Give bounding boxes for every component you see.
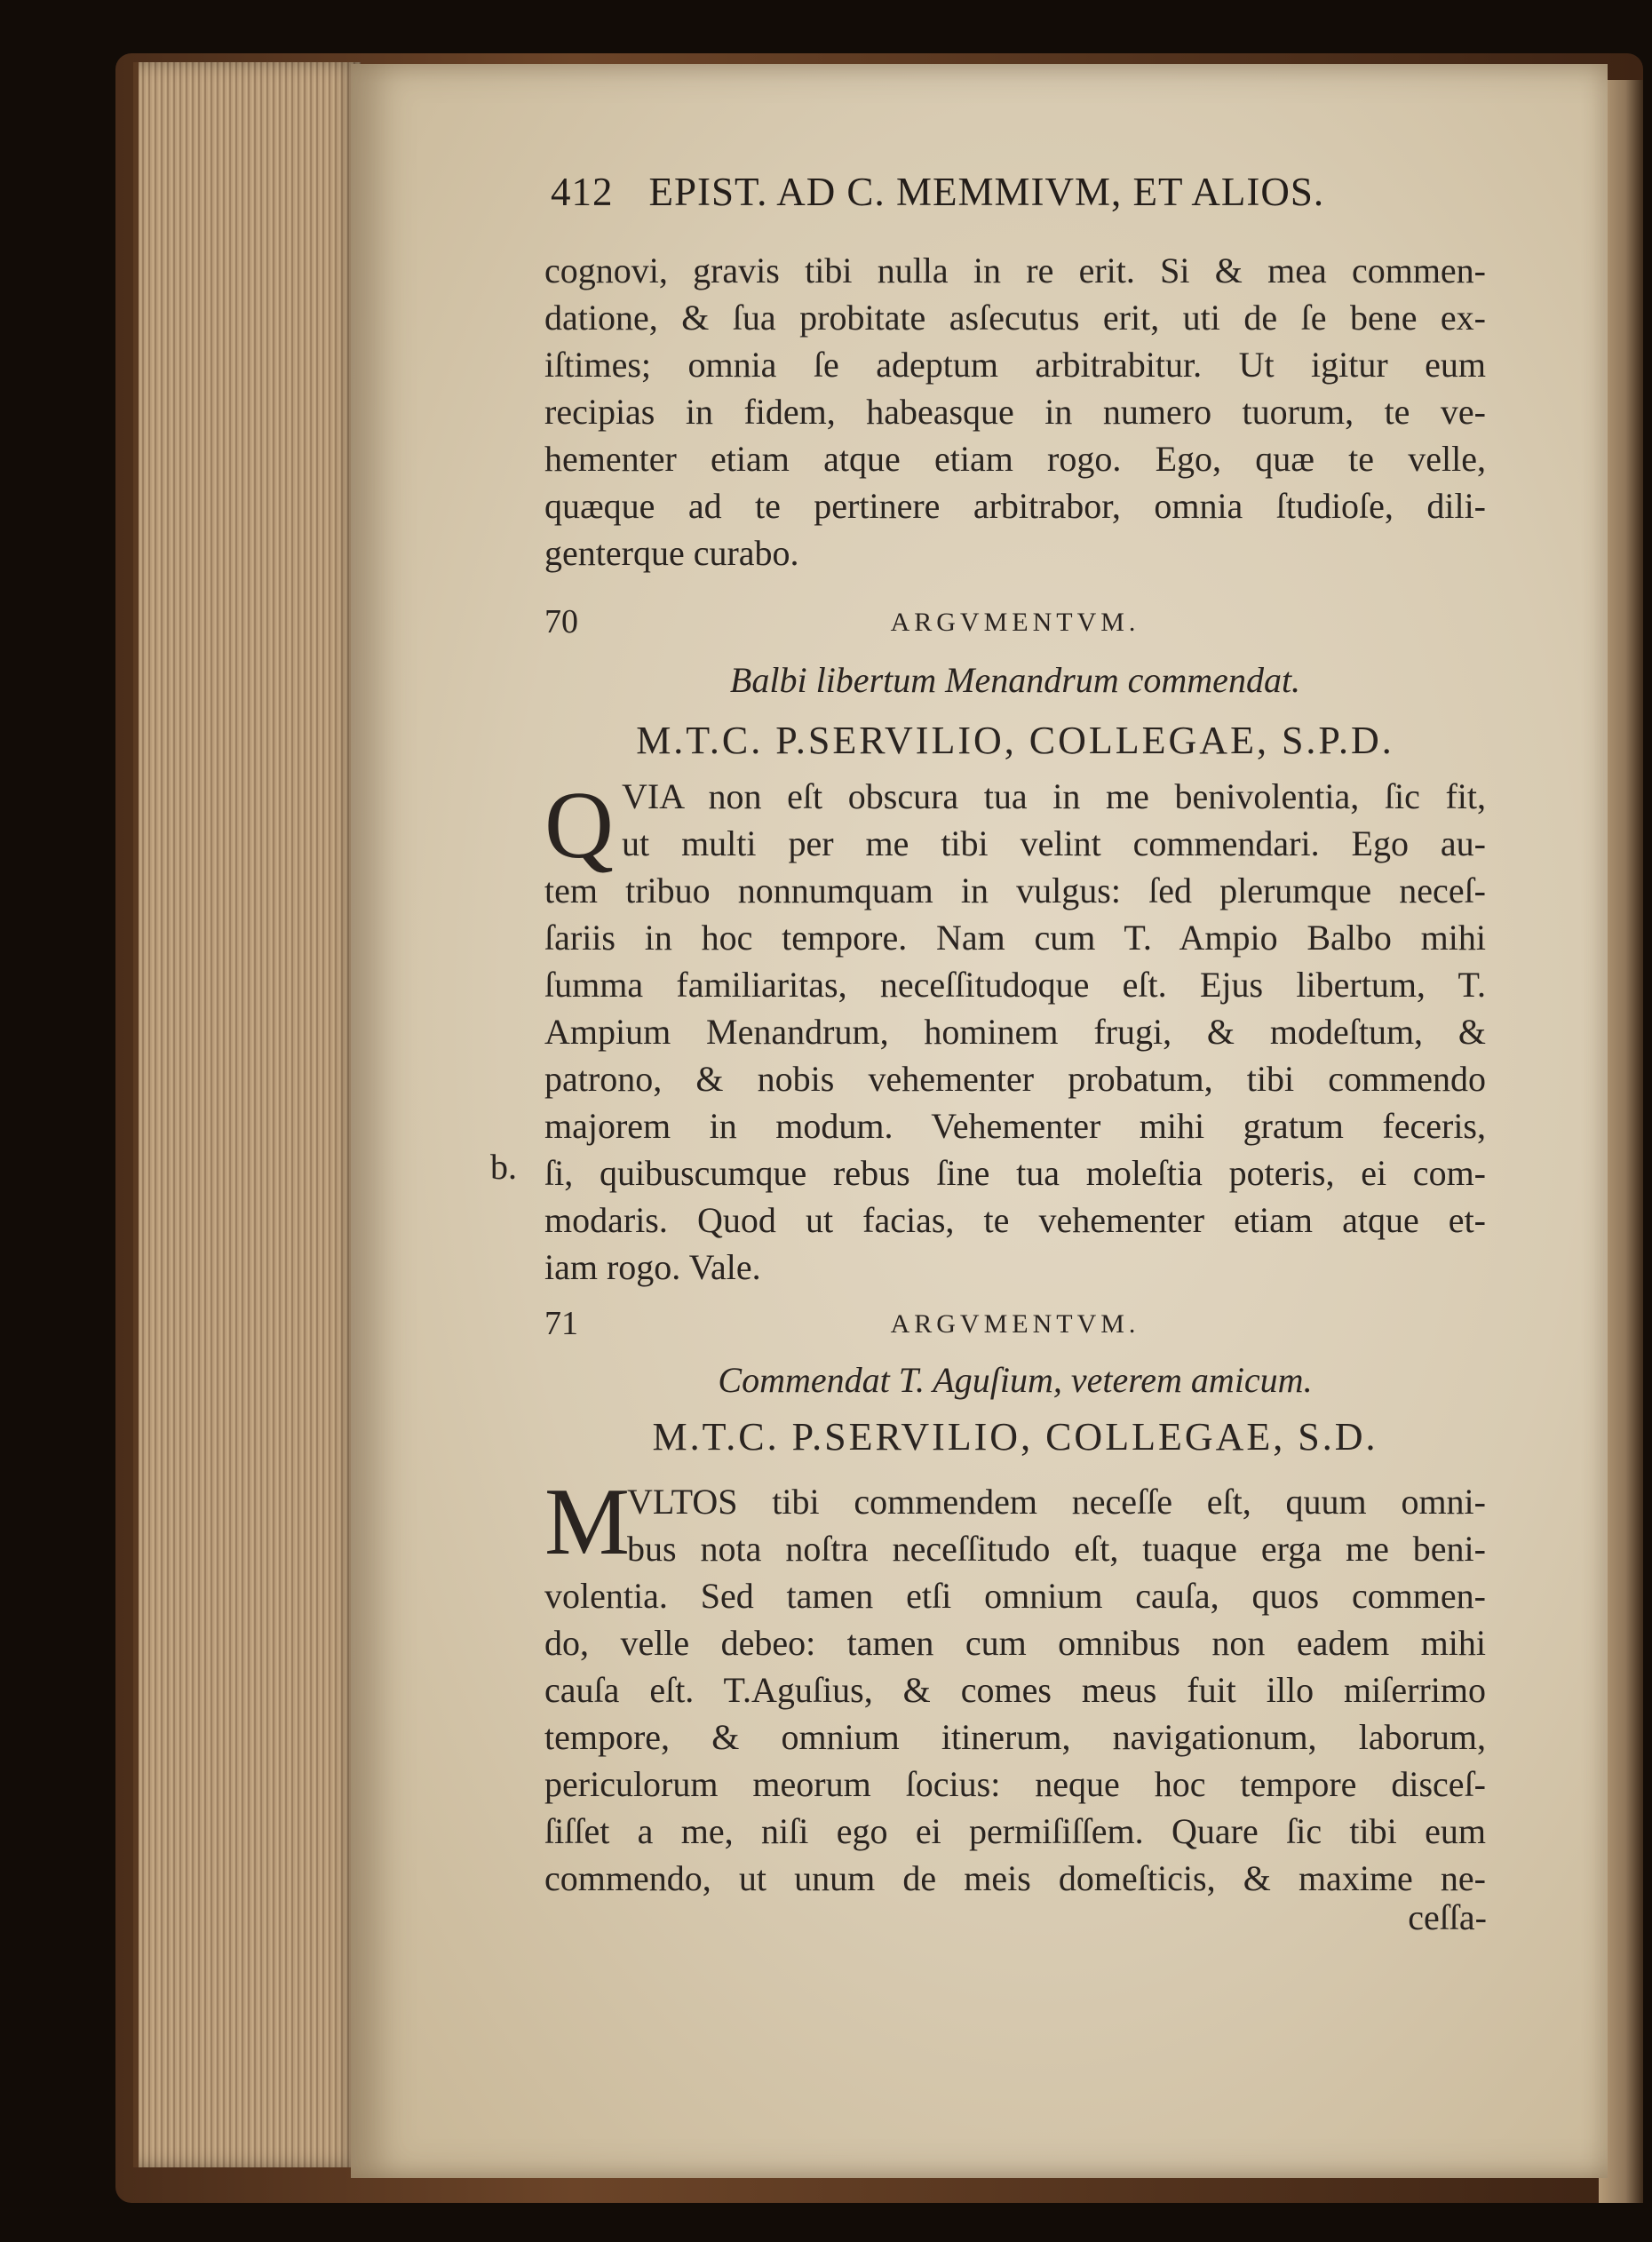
text-line: tem tribuo nonnumquam in vulgus: ſed plerumque neceſ-: [544, 871, 1486, 910]
text-line: ut multi per me tibi velint commendari. Ego au-: [622, 823, 1486, 863]
text-line: tempore, & omnium itinerum, navigationum, laborum,: [544, 1717, 1486, 1757]
letter-70-body: [544, 867, 1486, 1291]
letter-number: 71: [544, 1305, 578, 1342]
letter-71-argument-heading: [544, 1304, 1486, 1348]
text-line: periculorum meorum ſocius: neque hoc tempore disceſ-: [544, 1764, 1486, 1804]
text-line: genterque curabo.: [544, 533, 799, 573]
text-line: VLTOS tibi commendem neceſſe eſt, quum omni-: [627, 1482, 1486, 1522]
text-line: do, velle debeo: tamen cum omnibus non eadem mihi: [544, 1623, 1486, 1663]
text-line: datione, & ſua probitate asſecutus erit, uti de ſe bene ex-: [544, 298, 1486, 338]
text-line: recipias in fidem, habeasque in numero tuorum, te ve-: [544, 392, 1486, 432]
text-line: volentia. Sed tamen etſi omnium cauſa, quos commen-: [544, 1576, 1486, 1616]
running-header: [551, 169, 1439, 215]
text-line: cauſa eſt. T.Aguſius, & comes meus fuit illo miſerrimo: [544, 1670, 1486, 1710]
text-line: ſiſſet a me, niſi ego ei permiſiſſem. Quare ſic tibi eum: [544, 1811, 1486, 1851]
running-title: EPIST. AD C. MEMMIVM, ET ALIOS.: [648, 170, 1325, 214]
letter-number: 70: [544, 603, 578, 640]
text-line: hementer etiam atque etiam rogo. Ego, quæ te velle,: [544, 439, 1486, 479]
argument-label: ARGVMENTVM.: [890, 1309, 1140, 1339]
letter-70-salutation: M.T.C. P.SERVILIO, COLLEGAE, S.P.D.: [636, 719, 1394, 762]
letter-71-salutation: M.T.C. P.SERVILIO, COLLEGAE, S.D.: [652, 1415, 1378, 1459]
text-line: bus nota noſtra neceſſitudo eſt, tuaque erga me beni-: [627, 1529, 1486, 1569]
text-line: VIA non eſt obscura tua in me benivolentia, ſic fit,: [622, 776, 1486, 816]
text-line: patrono, & nobis vehementer probatum, tibi commendo: [544, 1059, 1486, 1099]
text-line: iſtimes; omnia ſe adeptum arbitrabitur. Ut igitur eum: [544, 345, 1486, 385]
catchword: ceſſa-: [1408, 1897, 1487, 1937]
letter-70-opening-lines: [622, 773, 1486, 867]
text-line: majorem in modum. Vehementer mihi gratum feceris,: [544, 1106, 1486, 1146]
text-line: modaris. Quod ut facias, te vehementer etiam atque et-: [544, 1200, 1486, 1240]
text-line: Ampium Menandrum, hominem frugi, & modeſtum, &: [544, 1012, 1486, 1052]
text-line: ſariis in hoc tempore. Nam cum T. Ampio Balbo mihi: [544, 918, 1486, 958]
text-line: ſi, quibuscumque rebus ſine tua moleſtia poteris, ei com-: [544, 1153, 1486, 1193]
letter-71-summary: Commendat T. Aguſium, veterem amicum.: [718, 1360, 1313, 1400]
letter-71-body: [544, 1572, 1486, 1902]
continuation-paragraph: [544, 247, 1486, 576]
text-line: ſumma familiaritas, neceſſitudoque eſt. Ejus libertum, T.: [544, 965, 1486, 1005]
page-block-edges: [133, 62, 361, 2167]
text-line: cognovi, gravis tibi nulla in re erit. Si & mea commen-: [544, 250, 1486, 290]
page-number: 412: [551, 170, 614, 214]
letter-70-drop-cap: Q: [544, 773, 614, 879]
margin-note: b.: [490, 1147, 517, 1187]
letter-71-opening-lines: [627, 1478, 1486, 1572]
letter-70-argument-heading: [544, 602, 1486, 647]
argument-label: ARGVMENTVM.: [890, 608, 1140, 637]
letter-71-drop-cap: M: [544, 1469, 631, 1575]
text-line: iam rogo. Vale.: [544, 1247, 761, 1287]
letter-70-summary: Balbi libertum Menandrum commendat.: [729, 660, 1301, 700]
text-line: quæque ad te pertinere arbitrabor, omnia ſtudioſe, dili-: [544, 486, 1486, 526]
text-line: commendo, ut unum de meis domeſticis, & maxime ne-: [544, 1858, 1486, 1898]
